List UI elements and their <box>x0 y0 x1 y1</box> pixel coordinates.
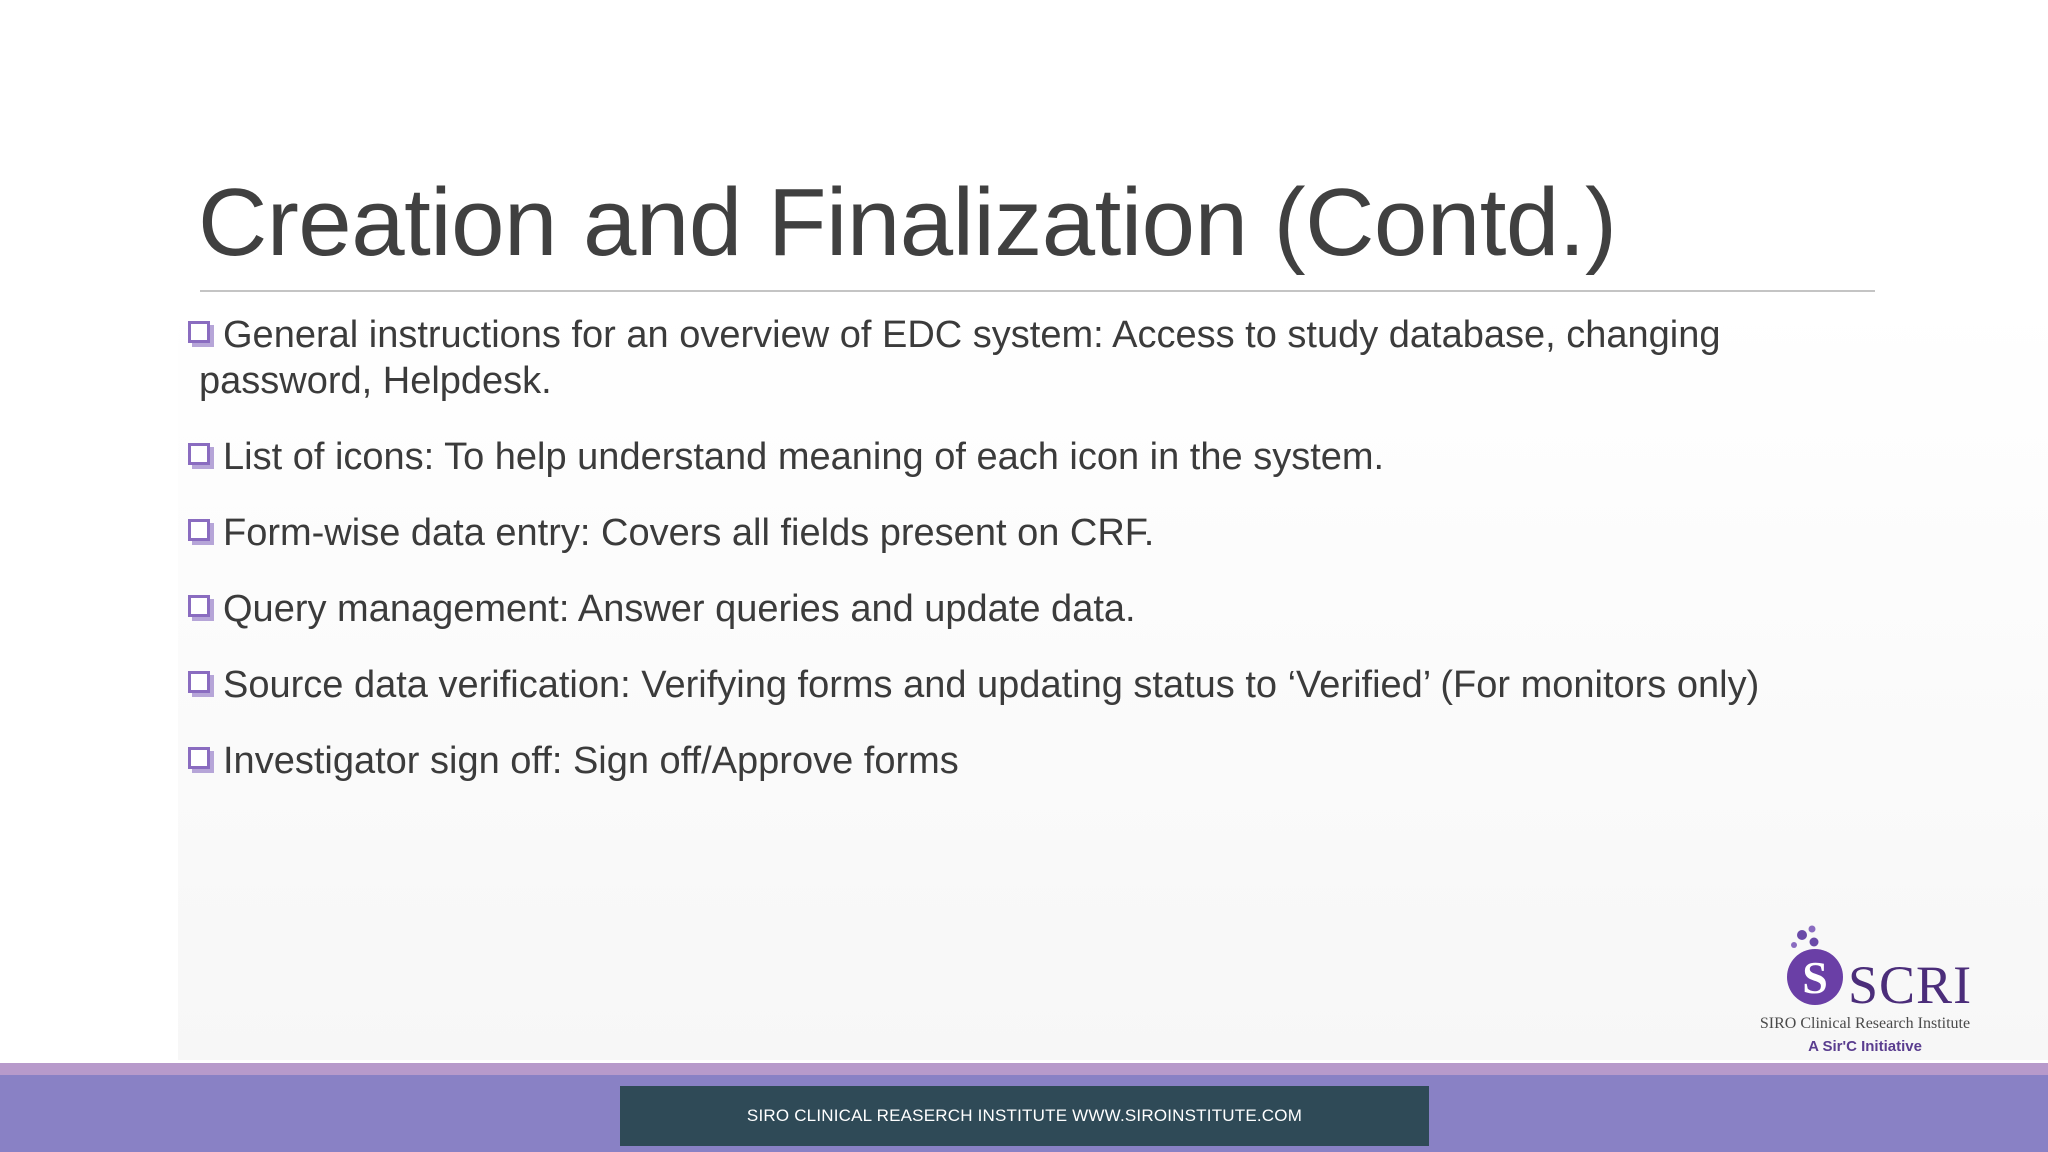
molecule-s-icon <box>1784 925 1848 1011</box>
bullet-item <box>186 662 1866 708</box>
checkbox-icon <box>188 595 210 617</box>
footer-text-box <box>620 1086 1429 1146</box>
bullet-item <box>186 312 1866 404</box>
bullet-item <box>186 586 1866 632</box>
bullet-text-continuation: password, Helpdesk. <box>199 360 552 402</box>
footer-text: SIRO CLINICAL REASERCH INSTITUTE WWW.SIROINSTITUTE.COM <box>746 1106 1303 1125</box>
scri-logo <box>1740 925 1990 1060</box>
title-divider <box>200 290 1875 292</box>
slide-title: Creation and Finalization (Contd.) <box>198 169 1617 276</box>
checkbox-icon <box>188 519 210 541</box>
bullet-item <box>186 738 1866 784</box>
bullet-text: Query management: Answer queries and update data. <box>223 588 1136 630</box>
bullet-text: Investigator sign off: Sign off/Approve forms <box>223 740 959 782</box>
bullet-item <box>186 510 1866 556</box>
footer-accent-line <box>0 1063 2048 1075</box>
bullet-text: Source data verification: Verifying forms and updating status to ‘Verified’ (For monitors only) <box>223 664 1760 706</box>
bullet-text: List of icons: To help understand meaning of each icon in the system. <box>223 436 1385 478</box>
checkbox-icon <box>188 321 210 343</box>
checkbox-icon <box>188 671 210 693</box>
logo-tagline: A Sir'C Initiative <box>1808 1038 1922 1055</box>
svg-text:S: S <box>1802 952 1828 1003</box>
checkbox-icon <box>188 443 210 465</box>
bullet-text: General instructions for an overview of EDC system: Access to study database, changing <box>223 314 1721 356</box>
bullet-list <box>186 312 1866 814</box>
logo-subtitle: SIRO Clinical Research Institute <box>1759 1015 1971 1032</box>
bullet-text: Form-wise data entry: Covers all fields present on CRF. <box>223 512 1155 554</box>
logo-wordmark: SCRI <box>1848 955 1973 1015</box>
checkbox-icon <box>188 747 210 769</box>
bullet-item <box>186 434 1866 480</box>
